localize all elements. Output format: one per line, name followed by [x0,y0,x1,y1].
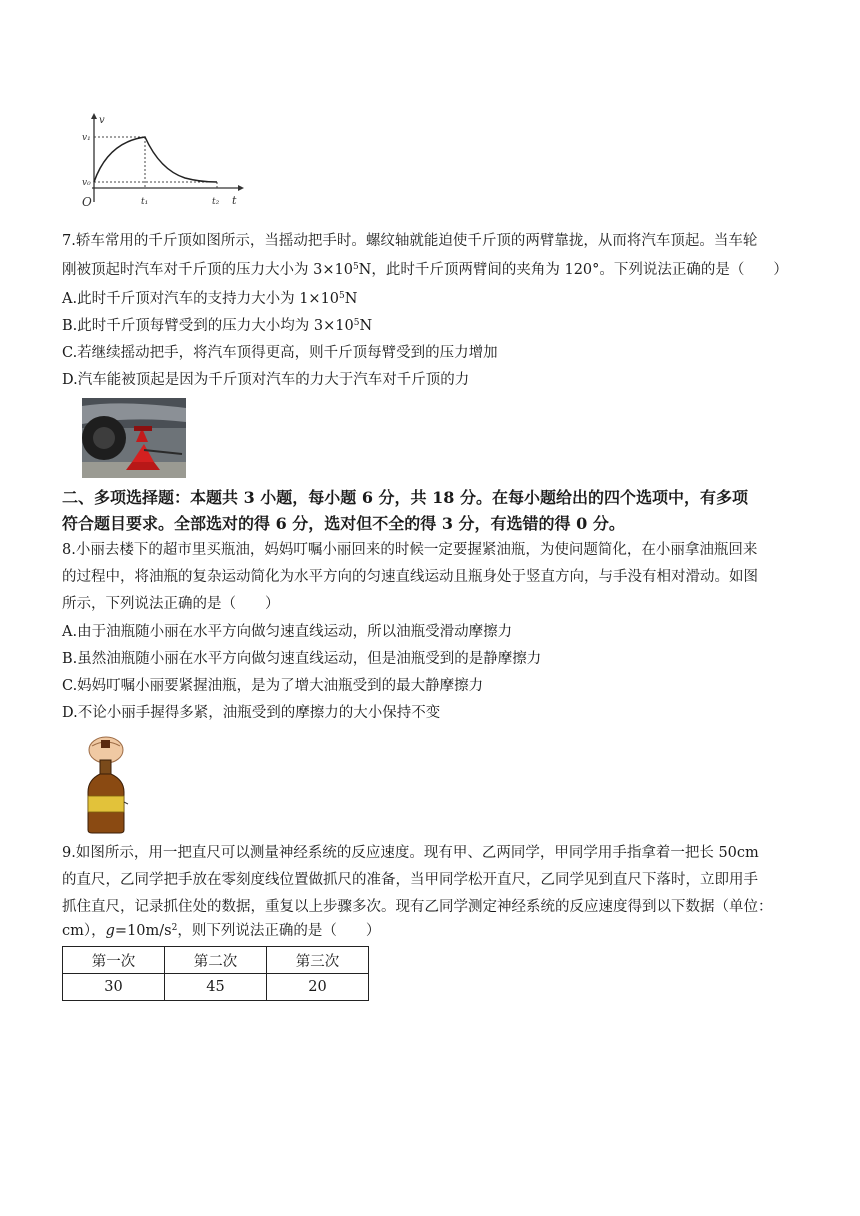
q9-stem-line-1: 9.如图所示，用一把直尺可以测量神经系统的反应速度。现有甲、乙两同学，甲同学用手指拿着一把长 50cm [62,845,759,861]
t2-label: t₂ [212,197,220,207]
q7-option-d: D.汽车能被顶起是因为千斤顶对汽车的力大于汽车对千斤顶的力 [62,372,470,388]
q9-data-table [62,946,369,1001]
q8-option-d: D.不论小丽手握得多紧，油瓶受到的摩擦力的大小保持不变 [62,705,441,721]
q9-stem-line-3: 抓住直尺，记录抓住处的数据，重复以上步骤多次。现有乙同学测定神经系统的反应速度得到以下数据（单位： [62,899,773,915]
q8-stem-line-1: 8.小丽去楼下的超市里买瓶油，妈妈叮嘱小丽回来的时候一定要握紧油瓶，为使问题简化，在小丽拿油瓶回来 [62,542,758,558]
velocity-curve [94,137,217,182]
section-2-heading-line-2: 符合题目要求。全部选对的得 6 分，选对但不全的得 3 分，有选错的得 0 分。 [62,514,625,533]
q7-option-c: C.若继续摇动把手，将汽车顶得更高，则千斤顶每臂受到的压力增加 [62,345,498,361]
table-header-cell: 第二次 [165,947,267,974]
q8-stem-line-3: 所示，下列说法正确的是（ ） [62,596,280,612]
q9-stem-line-2: 的直尺，乙同学把手放在零刻度线位置做抓尺的准备，当甲同学松开直尺，乙同学见到直尺下落时，立即用手 [62,872,758,888]
q7-option-a: A.此时千斤顶对汽车的支持力大小为 $1\times 10^5N$ [62,291,358,307]
t1-label: t₁ [141,197,149,207]
car-jack-photo [82,398,186,478]
table-row [63,974,369,1001]
table-cell: 45 [165,974,267,1001]
q7-stem-line-2: 刚被顶起时汽车对千斤顶的压力大小为 $3\times 10^5N$，此时千斤顶两臂间的夹角为 120°。下列说法正确的是（ ） [62,262,788,278]
q8-option-b: B.虽然油瓶随小丽在水平方向做匀速直线运动，但是油瓶受到的是静摩擦力 [62,651,542,667]
oil-bottle-illustration [78,734,130,834]
velocity-time-graph [80,112,250,210]
table-cell: 20 [267,974,369,1001]
v0-label: v₀ [82,178,91,188]
table-cell: 30 [63,974,165,1001]
table-header-cell: 第三次 [267,947,369,974]
origin-label: O [82,195,92,209]
table-header-row [63,947,369,974]
x-axis-arrow [238,185,244,191]
x-axis-label: t [232,194,237,207]
q9-stem-line-4: cm），$g=10m/s^2$，则下列说法正确的是（ ） [62,923,381,939]
y-axis-label: v [99,115,105,126]
q8-option-a: A.由于油瓶随小丽在水平方向做匀速直线运动，所以油瓶受滑动摩擦力 [62,624,513,640]
q7-option-b: B.此时千斤顶每臂受到的压力大小均为 $3\times 10^5N$ [62,318,373,334]
table-header-cell: 第一次 [63,947,165,974]
q7-stem-line-1: 7.轿车常用的千斤顶如图所示，当摇动把手时。螺纹轴就能迫使千斤顶的两臂靠拢，从而将汽车顶起。当车轮 [62,233,758,249]
v1-label: v₁ [82,133,91,143]
y-axis-arrow [91,113,97,119]
q8-option-c: C.妈妈叮嘱小丽要紧握油瓶，是为了增大油瓶受到的最大静摩擦力 [62,678,484,694]
q8-stem-line-2: 的过程中，将油瓶的复杂运动简化为水平方向的匀速直线运动且瓶身处于竖直方向，与手没有相对滑动。如图 [62,569,758,585]
section-2-heading-line-1: 二、多项选择题：本题共 3 小题，每小题 6 分，共 18 分。在每小题给出的四个选项中，有多项 [62,488,748,507]
